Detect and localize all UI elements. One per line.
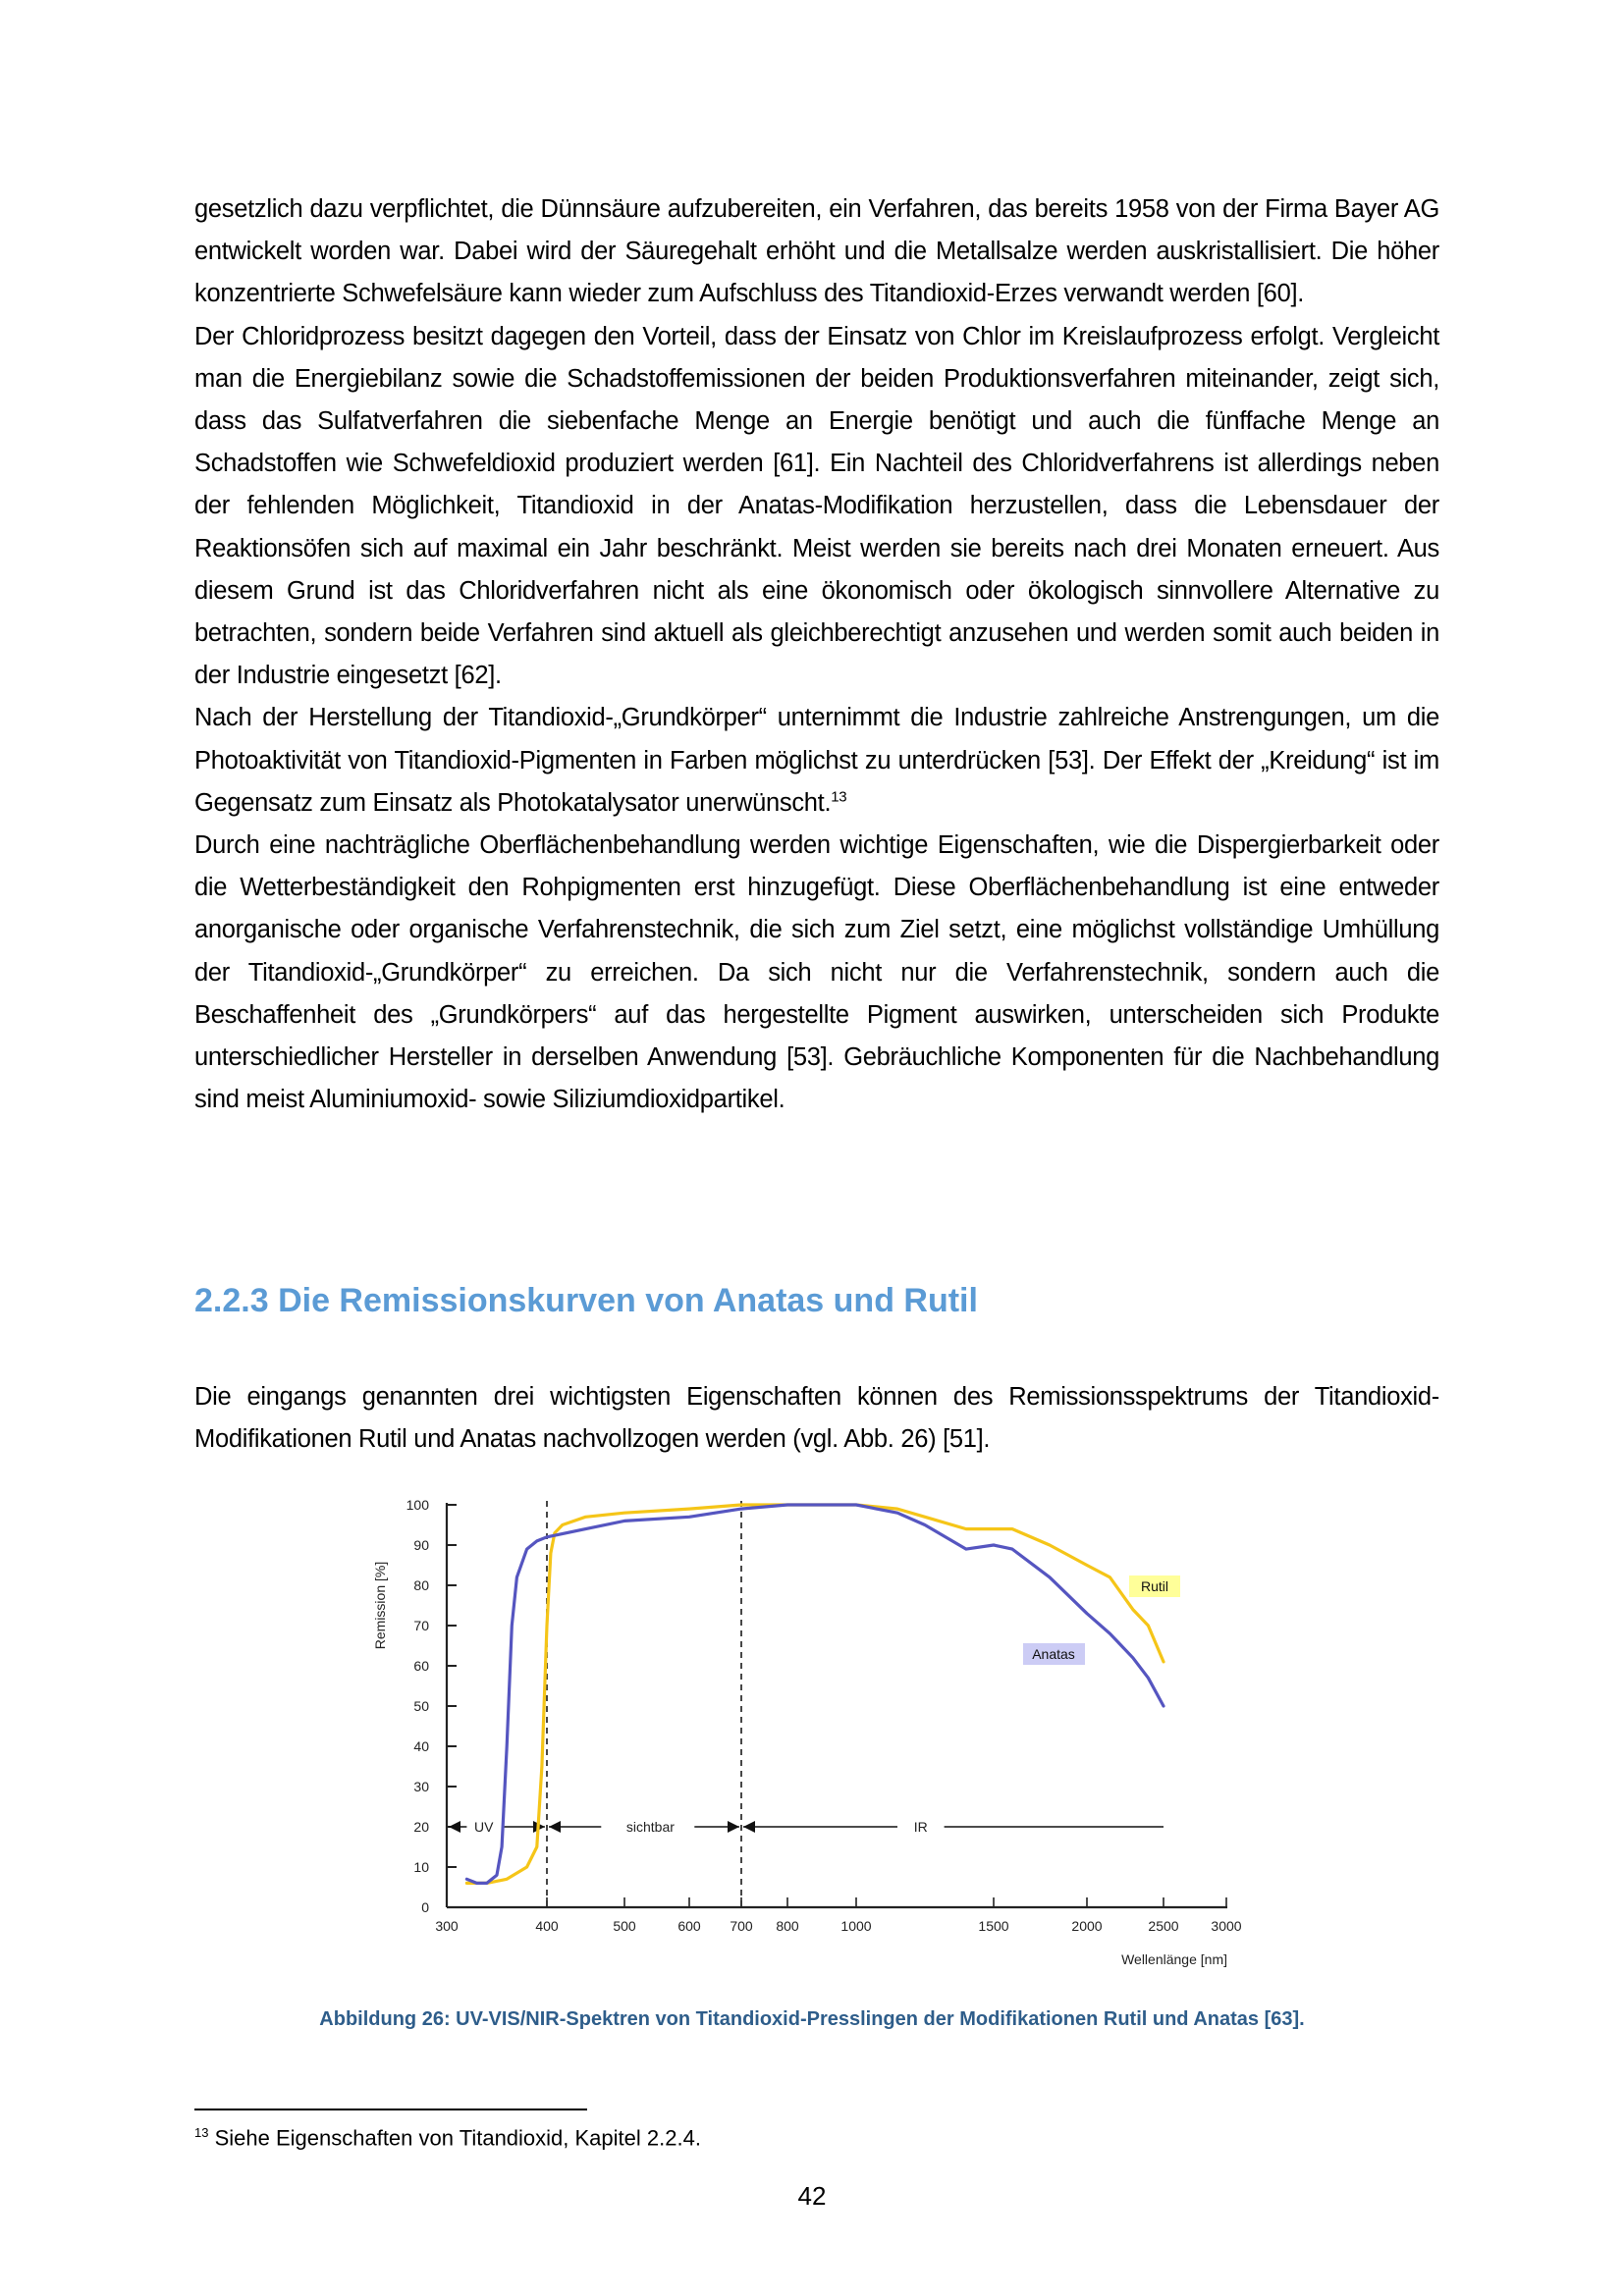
page-number: 42: [797, 2181, 827, 2211]
section-intro: Die eingangs genannten drei wichtigsten Eigenschaften können des Remissionsspektrums der Titandioxid-Modifikationen Rutil und Anatas nachvollzogen werden (vgl. Abb. 26) [51].: [194, 1383, 1439, 1454]
paragraph-2: Der Chloridprozess besitzt dagegen den Vorteil, dass der Einsatz von Chlor im Kreislaufprozess erfolgt. Vergleicht man die Energiebilanz sowie die Schadstoffemissionen der beiden Produktionsverfahren miteinander, zeigt sich, dass das Sulfatverfahren die siebenfache Menge an Energie benötigt und auch die fünffache Menge an Schadstoffen wie Schwefeldioxid produziert werden [61]. Ein Nachteil des Chloridverfahrens ist allerdings neben der fehlenden Möglichkeit, Titandioxid in der Anatas-Modifikation herzustellen, dass die Lebensdauer der Reaktionsöfen sich auf maximal ein Jahr beschränkt. Meist werden sie bereits nach drei Monaten erneuert. Aus diesem Grund ist das Chloridverfahren nicht als eine ökonomisch oder ökologisch sinnvollere Alternative zu betrachten, sondern beide Verfahren sind aktuell als gleichberechtigt anzusehen und werden somit auch beiden in der Industrie eingesetzt [62].: [194, 322, 1439, 690]
footnote-divider: [194, 2109, 587, 2110]
x-tick-label: 2500: [1148, 1918, 1179, 1934]
y-tick-label: 50: [413, 1698, 429, 1714]
y-tick-label: 30: [413, 1779, 429, 1794]
section-heading: 2.2.3 Die Remissionskurven von Anatas und Rutil: [194, 1282, 978, 1319]
footnote-reference[interactable]: 13: [831, 788, 847, 806]
legend-anatas: Anatas: [1032, 1646, 1075, 1662]
y-tick-label: 80: [413, 1577, 429, 1593]
legend-rutil: Rutil: [1140, 1578, 1169, 1594]
y-tick-label: 10: [413, 1859, 429, 1875]
x-tick-label: 1500: [978, 1918, 1009, 1934]
x-tick-label: 400: [535, 1918, 559, 1934]
x-tick-label: 300: [435, 1918, 459, 1934]
y-axis-label: Remission [%]: [372, 1561, 388, 1650]
footnote: [194, 2125, 701, 2151]
x-tick-label: 600: [677, 1918, 701, 1934]
y-tick-label: 40: [413, 1738, 429, 1754]
figure-caption: Abbildung 26: UV-VIS/NIR-Spektren von Titandioxid-Presslingen der Modifikationen Rutil und Anatas [63].: [319, 2008, 1305, 2030]
x-tick-label: 3000: [1211, 1918, 1242, 1934]
region-label-ir: IR: [913, 1819, 928, 1835]
chart-svg: [363, 1487, 1276, 1988]
y-tick-label: 20: [413, 1819, 429, 1835]
x-axis-label: Wellenlänge [nm]: [1121, 1951, 1227, 1967]
x-tick-label: 2000: [1071, 1918, 1103, 1934]
x-tick-label: 700: [730, 1918, 753, 1934]
paragraph-3-text: Nach der Herstellung der Titandioxid-„Grundkörper“ unternimmt die Industrie zahlreiche Anstrengungen, um die Photoaktivität von Titandioxid-Pigmenten in Farben möglichst zu unterdrücken [53]. Der Effekt der „Kreidung“ ist im Gegensatz zum Einsatz als Photokatalysator unerwünscht.: [194, 704, 1439, 817]
y-tick-label: 90: [413, 1537, 429, 1553]
y-tick-label: 100: [406, 1497, 429, 1513]
paragraph-3: [194, 697, 1439, 825]
footnote-text: Siehe Eigenschaften von Titandioxid, Kapitel 2.2.4.: [214, 2125, 701, 2151]
x-tick-label: 500: [613, 1918, 636, 1934]
footnote-number: 13: [194, 2125, 209, 2140]
y-tick-label: 70: [413, 1618, 429, 1633]
remission-chart: [363, 1487, 1276, 1988]
x-tick-label: 800: [776, 1918, 799, 1934]
x-tick-label: 1000: [840, 1918, 872, 1934]
paragraph-1: gesetzlich dazu verpflichtet, die Dünnsäure aufzubereiten, ein Verfahren, das bereits 1958 von der Firma Bayer AG entwickelt worden war. Dabei wird der Säuregehalt erhöht und die Metallsalze werden auskristallisiert. Die höher konzentrierte Schwefelsäure kann wieder zum Aufschluss des Titandioxid-Erzes verwandt werden [60].: [194, 195, 1439, 308]
body-text: [194, 188, 1439, 1121]
paragraph-4: Durch eine nachträgliche Oberflächenbehandlung werden wichtige Eigenschaften, wie die Dispergierbarkeit oder die Wetterbeständigkeit den Rohpigmenten erst hinzugefügt. Diese Oberflächenbehandlung ist eine entweder anorganische oder organische Verfahrenstechnik, die sich zum Ziel setzt, eine möglichst vollständige Umhüllung der Titandioxid-„Grundkörper“ zu erreichen. Da sich nicht nur die Verfahrenstechnik, sondern auch die Beschaffenheit des „Grundkörpers“ auf das hergestellte Pigment auswirken, unterscheiden sich Produkte unterschiedlicher Hersteller in derselben Anwendung [53]. Gebräuchliche Komponenten für die Nachbehandlung sind meist Aluminiumoxid- sowie Siliziumdioxidpartikel.: [194, 831, 1439, 1114]
y-tick-label: 0: [421, 1899, 429, 1915]
y-tick-label: 60: [413, 1658, 429, 1674]
region-label-uv: UV: [474, 1819, 494, 1835]
region-label-visible: sichtbar: [625, 1819, 675, 1835]
